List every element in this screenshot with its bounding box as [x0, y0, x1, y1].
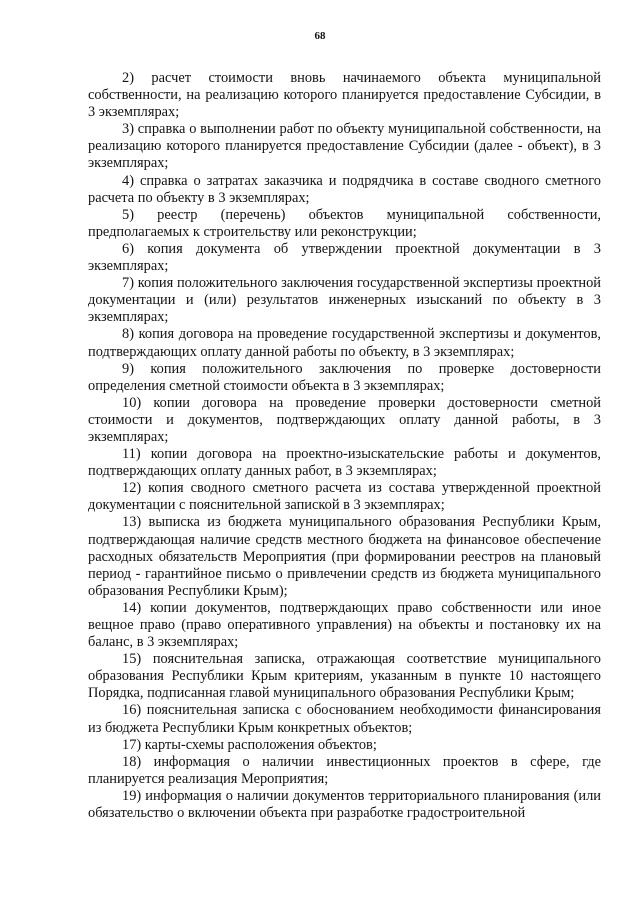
page-number: 68 — [314, 30, 326, 42]
list-item-13: 13) выписка из бюджета муниципального образования Республики Крым, подтверждающая наличие средств местного бюджета на финансовое обеспечение расходных обязательств Мероприятия (при формировании реестров на плановый период - гарантийное письмо о привлечении средств из бюджета муниципального образования Республики Крым); — [88, 514, 601, 599]
list-item-18: 18) информация о наличии инвестиционных проектов в сфере, где планируется реализация Мероприятия; — [88, 753, 601, 787]
list-item-14: 14) копии документов, подтверждающих право собственности или иное вещное право (право оперативного управления) на объекты и постановку их на баланс, в 3 экземплярах; — [88, 599, 601, 651]
list-item-19: 19) информация о наличии документов территориального планирования (или обязательство о включении объекта при разработке градостроительной — [88, 787, 601, 822]
list-item-12: 12) копия сводного сметного расчета из состава утвержденной проектной документации с пояснительной запиской в 3 экземплярах; — [88, 480, 601, 514]
list-item-5: 5) реестр (перечень) объектов муниципальной собственности, предполагаемых к строительству или реконструкции; — [88, 206, 601, 240]
list-item-10: 10) копии договора на проведение проверки достоверности сметной стоимости и документов, подтверждающих оплату данной работы, в 3 экземплярах; — [88, 394, 601, 445]
list-item-7: 7) копия положительного заключения государственной экспертизы проектной документации и (или) результатов инженерных изысканий по объекту в 3 экземплярах; — [88, 275, 601, 326]
list-item-9: 9) копия положительного заключения по проверке достоверности определения сметной стоимости объекта в 3 экземплярах; — [88, 360, 601, 394]
list-item-17: 17) карты-схемы расположения объектов; — [122, 736, 377, 753]
list-item-15: 15) пояснительная записка, отражающая соответствие муниципального образования Республики Крым критериям, указанным в пункте 10 настоящего Порядка, подписанная главой муниципального образования Республики Крым; — [88, 651, 601, 702]
list-item-11: 11) копии договора на проектно-изыскательские работы и документов, подтверждающих оплату данных работ, в 3 экземплярах; — [88, 446, 601, 480]
list-item-16: 16) пояснительная записка с обоснованием необходимости финансирования из бюджета Республики Крым конкретных объектов; — [88, 702, 601, 736]
list-item-8: 8) копия договора на проведение государственной экспертизы и документов, подтверждающих оплату данной работы по объекту, в 3 экземплярах; — [88, 326, 601, 360]
list-item-6: 6) копия документа об утверждении проектной документации в 3 экземплярах; — [88, 240, 601, 275]
list-item-4: 4) справка о затратах заказчика и подрядчика в составе сводного сметного расчета по объекту в 3 экземплярах; — [88, 172, 601, 206]
list-item-3: 3) справка о выполнении работ по объекту муниципальной собственности, на реализацию которого планируется предоставление Субсидии (далее - объект), в 3 экземплярах; — [88, 121, 601, 172]
document-body — [88, 70, 601, 822]
list-item-2: 2) расчет стоимости вновь начинаемого объекта муниципальной собственности, на реализацию которого планируется предоставление Субсидии, в 3 экземплярах; — [88, 70, 601, 121]
